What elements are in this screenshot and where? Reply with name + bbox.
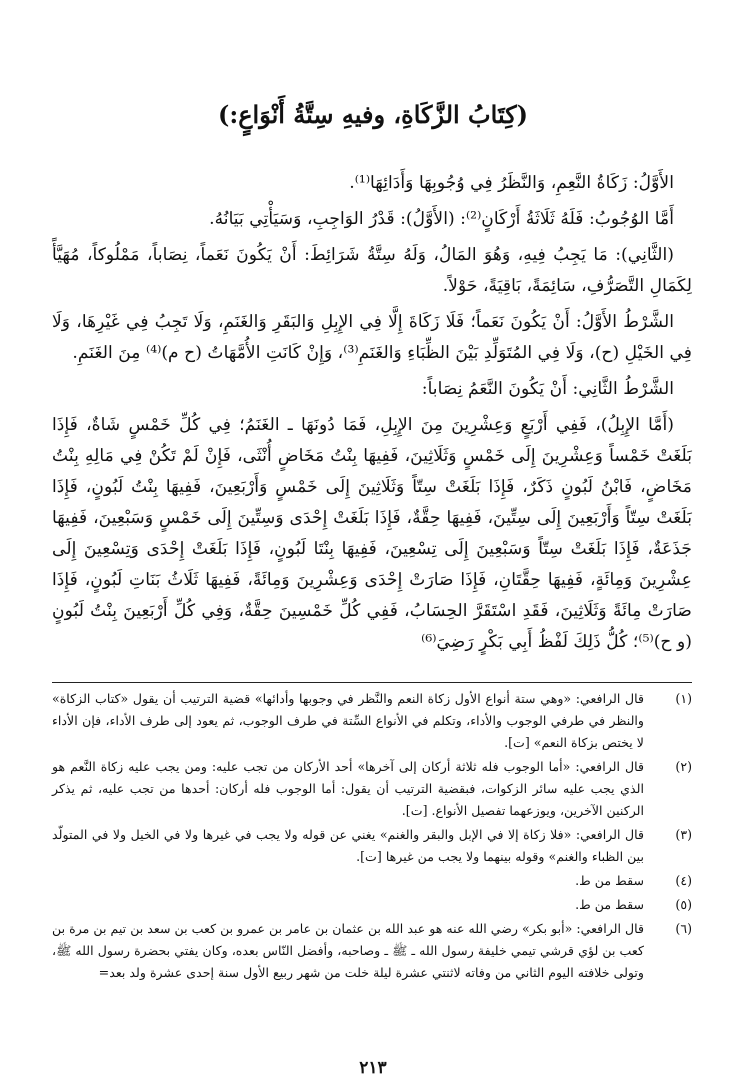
paragraph-camels: (أَمَّا الإِبِلُ)، فَفِي أَرْبَعٍ وَعِشْرِينَ مِنَ الإِبِلِ، فَمَا دُونَهَا ـ الغَنَمُ؛ فِي كُلِّ خَمْسٍ شَاةٌ، فَإِذَا بَلَغَتْ خَمْساً وَعِشْرِينَ إِلَى خَمْسٍ وَثَلَاثِينَ، فَفِيهَا بِنْتُ مَخَاضٍ أُنْثَى، فَإِنْ لَمْ تَكُنْ فِي مَالِهِ بِنْتُ مَخَاضٍ، فَابْنُ لَبُونٍ ذَكَرٌ، فَإِذَا بَلَغَتْ سِتّاً وَثَلَاثِينَ إِلَى خَمْسٍ وَأَرْبَعِينَ، فَفِيهَا بِنْتُ لَبُونٍ، فَإِذَا بَلَغَتْ سِتّاً وَأَرْبَعِينَ إِلَى سِتِّينَ، فَفِيهَا حِقَّةٌ، فَإِذَا بَلَغَتْ إِحْدَى وَسِتِّينَ إِلَى خَمْسٍ وَسَبْعِينَ، فَفِيهَا جَذَعَةٌ، فَإِذَا بَلَغَتْ سِتّاً وَسَبْعِينَ إِلَى تِسْعِينَ، فَفِيهَا بِنْتَا لَبُونٍ، فَإِذَا بَلَغَتْ إِحْدَى وَتِسْعِينَ إِلَى عِشْرِينَ وَمِائَةٍ، فَفِيهَا حِقَّتَانِ، فَإِذَا صَارَتْ إِحْدَى وَعِشْرِينَ وَمِائَةً، فَفِيهَا ثَلَاثُ بَنَاتِ لَبُونٍ، فَإِذَا صَارَتْ مِائَةً وَثَلَاثِينَ، فَقَدِ اسْتَقَرَّ الحِسَابُ، فَفِي كُلِّ خَمْسِينَ حِقَّةٌ، وَفِي كُلِّ أَرْبَعِينَ بِنْتُ لَبُونٍ (و ح)⁽⁵⁾؛ كُلُّ ذَلِكَ لَفْظُ أَبِي بَكْرٍ رَضِيَ⁽⁶⁾ [52, 415, 692, 652]
paragraph-first-type: الأَوَّلُ: زَكَاةُ النَّعِمِ، وَالنَّظَرُ فِي وُجُوبِهَا وَأَدَائِهَا⁽¹⁾. [349, 173, 674, 193]
footnote-text: قال الرافعي: «فلا زكاة إلا في الإبل والبقر والغنم» يغني عن قوله ولا يجب في غيرها ولا في الخيل ولا في المتولّد بين الظباء والغنم» وقوله بينهما ولا يجب من غيرها [ت]. [52, 827, 644, 864]
paragraph-condition-one: الشَّرْطُ الأَوَّلُ: أَنْ يَكُونَ نَعَماً؛ فَلَا زَكَاةَ إِلَّا فِي الإِبِلِ وَالبَقَرِ وَالغَنَمِ، وَلَا تَجِبُ فِي غَيْرِهَا، وَلَا فِي الخَيْلِ (ح)، وَلَا فِي المُتَوَلِّدِ بَيْنَ الظِّبَاءِ وَالغَنَمِ⁽³⁾، وَإِنْ كَانَتِ الأُمَّهَاتُ (ح م)⁽⁴⁾ مِنَ الغَنَمِ. [52, 312, 692, 363]
footnote [52, 918, 692, 984]
footnote-number: (٣) [675, 827, 692, 842]
footnote-text: قال الرافعي: «أبو بكر» رضي الله عنه هو عبد الله بن عثمان بن عامر بن عمرو بن كعب بن سعد بن تيم بن مرة بن كعب بن لؤي قرشي تيمي خليفة رسول الله ـ ﷺ ـ وصاحبه، وأفضل النّاس بعده، وكان يفتي بحضرة رسول الله ﷺ، وتولى خلافته اليوم الثاني من وفاته لاثنتي عشرة ليلة خلت من شهر ربيع الأول سنة إحدى عشرة ولد بعد= [52, 921, 644, 980]
footnote [52, 756, 692, 822]
footnote-number: (٢) [675, 759, 692, 774]
footnote-text: سقط من ط. [575, 897, 644, 912]
footnote-separator [52, 682, 692, 683]
footnote-number: (١) [675, 691, 692, 706]
footnote [52, 688, 692, 754]
footnote-text: قال الرافعي: «وهي ستة أنواع الأول زكاة النعم والنَّظر في وجوبها وأدائها» قضية الترتيب أن يقول «كتاب الزكاة» والنظر في طرفي الوجوب والأداء، وتكلم في الأنواع السِّتة في طرف الوجوب، ثم يعود إلى طرف الأداء، فإن الأداء لا يختص بزكاة النعم» [ت]. [52, 691, 644, 750]
paragraph-condition-two: الشَّرْطُ الثَّانِي: أَنْ يَكُونَ النَّعَمُ نِصَاباً: [421, 379, 674, 399]
chapter-title: (كِتَابُ الزَّكَاةِ، وفيهِ سِتَّةُ أَنْوَاعٍ:) [218, 100, 528, 129]
footnote [52, 894, 692, 916]
footnote-text: سقط من ط. [575, 873, 644, 888]
footnote-text: قال الرافعي: «أما الوجوب فله ثلاثة أركان إلى آخرها» أحد الأركان من تجب عليه: ومن يجب عليه زكاة النَّعم هو الذي يجب عليه سائر الزكوات، فبقضية الترتيب أن يقول: أما الوجوب فله أركان: أحدها من تجب عليه، ثم يذكر الركنين الآخرين، ويوزعهما تفصيل الأنواع. [ت]. [52, 759, 644, 818]
footnote-number: (٦) [675, 921, 692, 936]
footnote-number: (٥) [675, 897, 692, 912]
main-text [52, 168, 692, 663]
page-number: ٢١٣ [359, 1058, 387, 1078]
footnote [52, 824, 692, 868]
footnotes [52, 688, 692, 986]
paragraph-obligation: أَمَّا الوُجُوبُ: فَلَهُ ثَلَاثَةُ أَرْكَانٍ⁽²⁾: (الأَوَّلُ): قَدْرُ الوَاجِبِ، وَسَيَأْتِي بَيَانُهُ. [209, 209, 674, 229]
paragraph-conditions: (الثَّانِي): مَا يَجِبُ فِيهِ، وَهُوَ المَالُ، وَلَهُ سِتَّةُ شَرَائِطَ: أَنْ يَكُونَ نَعَماً، نِصَاباً، مَمْلُوكاً، مُهَيَّأً لِكَمَالِ التَّصَرُّفِ، سَائِمَةً، بَاقِيَةً، حَوْلاً. [52, 245, 692, 296]
footnote [52, 870, 692, 892]
footnote-number: (٤) [675, 873, 692, 888]
